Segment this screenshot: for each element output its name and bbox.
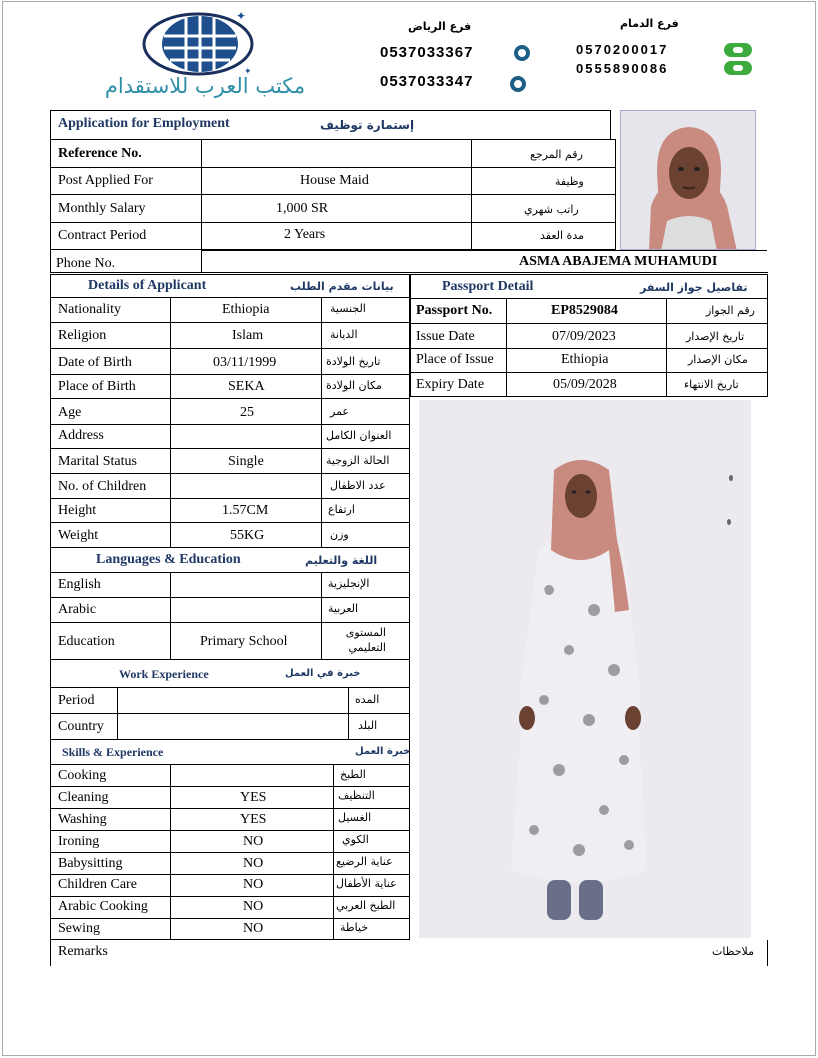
skills-title-ar: خبرة العمل (355, 746, 411, 757)
cleaning-label: Cleaning (58, 790, 109, 805)
washing-label-ar: الغسيل (338, 811, 372, 824)
portrait-photo (620, 110, 756, 250)
applicant-name: ASMA ABAJEMA MUHAMUDI (519, 254, 718, 269)
period-label: Period (58, 693, 95, 708)
religion-value: Islam (232, 328, 264, 343)
salary-label: Monthly Salary (58, 201, 146, 216)
ironing-label: Ironing (58, 834, 100, 849)
arabic-label-ar: العربية (328, 602, 359, 615)
post-label-ar: وظيفة (555, 175, 584, 188)
phone-label: Phone No. (56, 256, 116, 271)
babysitting-label-ar: عناية الرضيع (336, 855, 393, 868)
skills-title: Skills & Experience (62, 745, 164, 759)
branch-riyadh: فرع الرياض (408, 20, 472, 33)
sewing-label: Sewing (58, 921, 100, 936)
education-label-ar: المستوى التعليمي (345, 626, 386, 654)
reference-label-ar: رقم المرجع (530, 148, 583, 161)
full-body-photo (419, 400, 751, 938)
details-title-ar: بيانات مقدم الطلب (290, 280, 394, 293)
pob-label-ar: مكان الولادة (326, 379, 382, 392)
place-issue-label: Place of Issue (416, 352, 494, 367)
whatsapp-icon (514, 45, 530, 61)
form-title-ar: إستمارة توظيف (320, 118, 415, 132)
children-care-label: Children Care (58, 877, 137, 892)
cleaning-label-ar: التنظيف (338, 789, 375, 802)
dob-value: 03/11/1999 (213, 355, 277, 370)
form-title: Application for Employment (58, 116, 230, 131)
place-issue-value: Ethiopia (561, 352, 609, 367)
post-label: Post Applied For (58, 173, 153, 188)
riyadh-phone-2[interactable]: 0537033347 (380, 73, 474, 90)
contract-value: 2 Years (284, 227, 326, 242)
expiry-date-label: Expiry Date (416, 377, 485, 392)
education-value: Primary School (200, 634, 288, 649)
issue-date-label: Issue Date (416, 329, 475, 344)
work-title: Work Experience (119, 667, 209, 681)
expiry-date-label-ar: تاريخ الانتهاء (684, 378, 739, 391)
height-value: 1.57CM (222, 503, 269, 518)
age-value: 25 (240, 405, 254, 420)
children-label: No. of Children (58, 479, 147, 494)
arabic-label: Arabic (58, 602, 97, 617)
languages-title: Languages & Education (96, 552, 241, 567)
ironing-label-ar: الكوي (342, 833, 369, 846)
dob-label: Date of Birth (58, 355, 132, 370)
place-issue-label-ar: مكان الإصدار (688, 353, 748, 366)
pob-value: SEKA (228, 379, 265, 394)
contract-label: Contract Period (58, 228, 147, 243)
dammam-phone-2[interactable]: 0555890086 (576, 61, 669, 76)
religion-label: Religion (58, 328, 107, 343)
address-label-ar: العنوان الكامل (326, 429, 392, 442)
country-label: Country (58, 719, 104, 734)
issue-date-label-ar: تاريخ الإصدار (686, 330, 745, 343)
nationality-value: Ethiopia (222, 302, 270, 317)
marital-label-ar: الحالة الزوجية (326, 454, 390, 467)
passport-title-ar: تفاصيل جواز السفر (640, 281, 748, 294)
whatsapp-icon (510, 76, 526, 92)
age-label: Age (58, 405, 82, 420)
marital-label: Marital Status (58, 454, 137, 469)
babysitting-label: Babysitting (58, 856, 123, 871)
issue-date-value: 07/09/2023 (552, 329, 616, 344)
riyadh-phone-1[interactable]: 0537033367 (380, 44, 474, 61)
arabic-cooking-label-ar: الطبخ العربي (336, 899, 396, 912)
ironing-value: NO (243, 834, 264, 849)
education-label: Education (58, 634, 115, 649)
english-label-ar: الإنجليزية (328, 577, 370, 590)
arabic-cooking-value: NO (243, 899, 264, 914)
details-title: Details of Applicant (88, 278, 207, 293)
marital-value: Single (228, 454, 264, 469)
passport-no-label: Passport No. (416, 303, 493, 318)
weight-value: 55KG (230, 528, 265, 543)
dammam-phone-1[interactable]: 0570200017 (576, 42, 669, 57)
salary-label-ar: راتب شهري (524, 203, 579, 216)
height-label-ar: ارتفاع (328, 503, 355, 516)
branch-dammam: فرع الدمام (620, 17, 679, 30)
whatsapp-icon (724, 43, 752, 57)
work-title-ar: خبرة في العمل (285, 668, 361, 679)
svg-text:✦: ✦ (236, 9, 247, 23)
washing-value: YES (240, 812, 267, 827)
period-label-ar: المده (355, 693, 380, 706)
children-label-ar: عدد الاطفال (330, 479, 386, 492)
svg-text:✦: ✦ (244, 66, 252, 76)
passport-no-label-ar: رقم الجواز (706, 304, 755, 317)
weight-label: Weight (58, 528, 99, 543)
nationality-label-ar: الجنسية (330, 302, 366, 315)
babysitting-value: NO (243, 856, 264, 871)
globe-logo-icon (140, 8, 260, 80)
address-label: Address (58, 428, 104, 443)
expiry-date-value: 05/09/2028 (553, 377, 617, 392)
cooking-label-ar: الطبخ (340, 768, 366, 781)
dob-label-ar: تاريخ الولادة (326, 355, 381, 368)
salary-value: 1,000 SR (276, 201, 329, 216)
sewing-label-ar: خياطة (340, 921, 369, 934)
nationality-label: Nationality (58, 302, 121, 317)
children-care-value: NO (243, 877, 264, 892)
remarks-label-ar: ملاحظات (712, 945, 754, 958)
cleaning-value: YES (240, 790, 267, 805)
contract-label-ar: مدة العقد (540, 229, 584, 242)
country-label-ar: البلد (358, 719, 378, 732)
remarks-label: Remarks (58, 944, 108, 959)
reference-label: Reference No. (58, 146, 142, 161)
english-label: English (58, 577, 101, 592)
washing-label: Washing (58, 812, 107, 827)
religion-label-ar: الديانة (330, 328, 358, 341)
cooking-label: Cooking (58, 768, 107, 783)
sewing-value: NO (243, 921, 264, 936)
whatsapp-icon (724, 61, 752, 75)
passport-no-value: EP8529084 (551, 303, 618, 318)
agency-name: مكتب العرب للاستقدام (104, 74, 306, 98)
languages-title-ar: اللغة والتعليم (305, 554, 378, 567)
height-label: Height (58, 503, 97, 518)
age-label-ar: عمر (330, 405, 349, 418)
weight-label-ar: وزن (330, 528, 349, 541)
children-care-label-ar: عناية الأطفال (336, 877, 397, 890)
post-value: House Maid (300, 173, 369, 188)
passport-title: Passport Detail (442, 279, 534, 294)
pob-label: Place of Birth (58, 379, 136, 394)
arabic-cooking-label: Arabic Cooking (58, 899, 148, 914)
